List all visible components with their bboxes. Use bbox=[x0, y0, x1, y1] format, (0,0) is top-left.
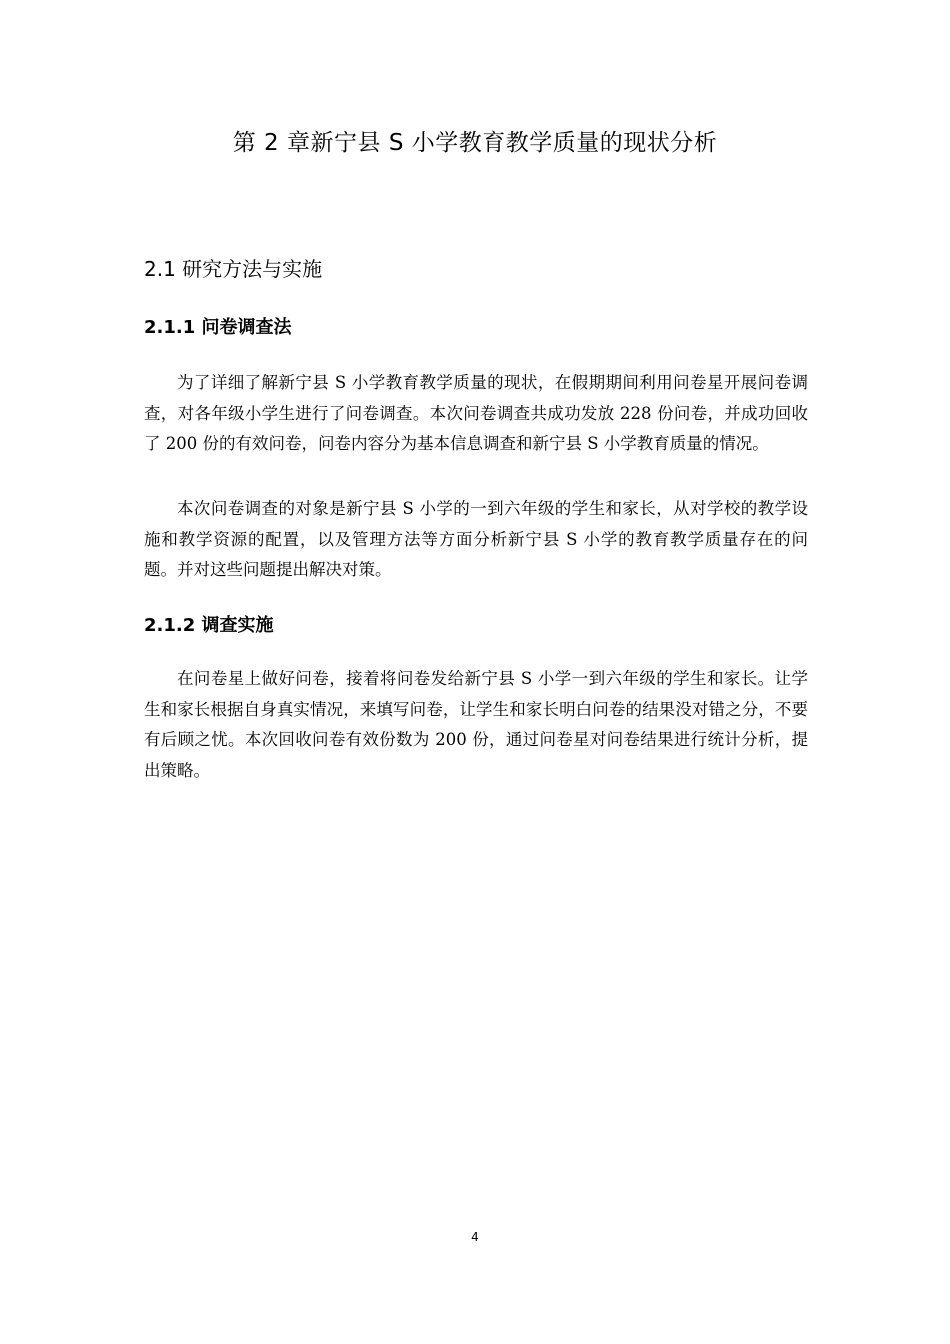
paragraph-survey-implementation: 在问卷星上做好问卷，接着将问卷发给新宁县 S 小学一到六年级的学生和家长。让学生和家长根据自身真实情况，来填写问卷，让学生和家长明白问卷的结果没对错之分，不要有后顾之忧。本次回收问卷有效份数为 200 份，通过问卷星对问卷结果进行统计分析，提出策略。 bbox=[144, 669, 808, 780]
subsection-heading-2-1-2: 2.1.2 调查实施 bbox=[144, 615, 274, 636]
subsection-heading-2-1-1: 2.1.1 问卷调查法 bbox=[144, 317, 292, 338]
paragraph-survey-subjects: 本次问卷调查的对象是新宁县 S 小学的一到六年级的学生和家长，从对学校的教学设施和教学资源的配置，以及管理方法等方面分析新宁县 S 小学的教育教学质量存在的问题。并对这些问题提出解决对策。 bbox=[144, 499, 808, 579]
section-heading-2-1: 2.1 研究方法与实施 bbox=[144, 257, 323, 281]
chapter-title: 第 2 章新宁县 S 小学教育教学质量的现状分析 bbox=[232, 130, 718, 156]
page-number: 4 bbox=[471, 1230, 479, 1244]
paragraph-survey-purpose: 为了详细了解新宁县 S 小学教育教学质量的现状，在假期期间利用问卷星开展问卷调查，对各年级小学生进行了问卷调查。本次问卷调查共成功发放 228 份问卷，并成功回收了 200 份的有效问卷，问卷内容分为基本信息调查和新宁县 S 小学教育质量的情况。 bbox=[144, 373, 808, 453]
